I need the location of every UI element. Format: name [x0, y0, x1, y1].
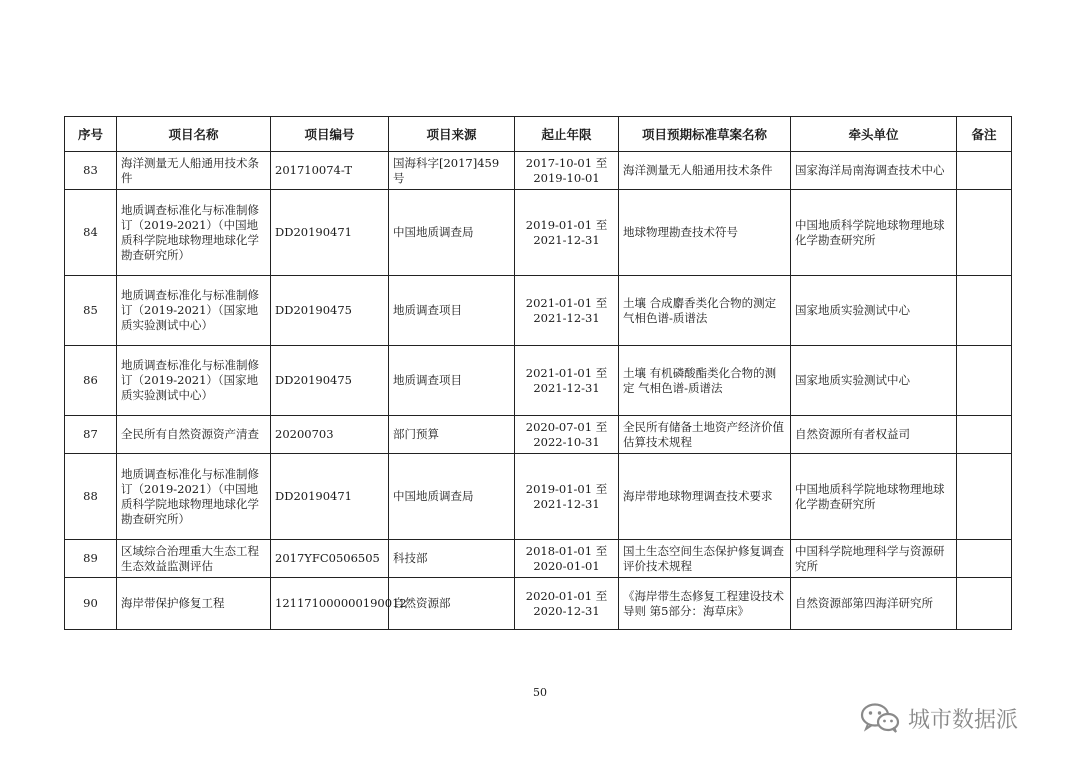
header-lead: 牵头单位: [791, 117, 957, 152]
table-row: [65, 152, 1012, 190]
header-name: 项目名称: [117, 117, 271, 152]
cell-name: 地质调查标准化与标准制修订（2019-2021）（国家地质实验测试中心）: [117, 346, 271, 416]
cell-lead: 中国地质科学院地球物理地球化学勘查研究所: [791, 190, 957, 276]
cell-standard: 海洋测量无人船通用技术条件: [619, 152, 791, 190]
cell-code: DD20190475: [271, 276, 389, 346]
cell-standard: 全民所有储备土地资产经济价值估算技术规程: [619, 416, 791, 454]
cell-lead: 国家海洋局南海调查技术中心: [791, 152, 957, 190]
cell-no: 88: [65, 454, 117, 540]
cell-period: 2021-01-01 至 2021-12-31: [515, 346, 619, 416]
cell-period: 2021-01-01 至 2021-12-31: [515, 276, 619, 346]
cell-no: 84: [65, 190, 117, 276]
cell-no: 86: [65, 346, 117, 416]
cell-source: 地质调查项目: [389, 346, 515, 416]
cell-remark: [957, 190, 1012, 276]
cell-lead: 自然资源部第四海洋研究所: [791, 578, 957, 630]
cell-source: 中国地质调查局: [389, 190, 515, 276]
cell-remark: [957, 152, 1012, 190]
cell-period: 2020-07-01 至 2022-10-31: [515, 416, 619, 454]
cell-source: 中国地质调查局: [389, 454, 515, 540]
cell-name: 地质调查标准化与标准制修订（2019-2021）（中国地质科学院地球物理地球化学勘查研究所）: [117, 454, 271, 540]
cell-lead: 中国科学院地理科学与资源研究所: [791, 540, 957, 578]
cell-standard: 海岸带地球物理调查技术要求: [619, 454, 791, 540]
cell-code: DD20190475: [271, 346, 389, 416]
cell-code: DD20190471: [271, 190, 389, 276]
cell-remark: [957, 346, 1012, 416]
cell-period: 2019-01-01 至 2021-12-31: [515, 454, 619, 540]
cell-name: 全民所有自然资源资产清查: [117, 416, 271, 454]
header-code: 项目编号: [271, 117, 389, 152]
table-row: [65, 346, 1012, 416]
cell-source: 国海科字[2017]459号: [389, 152, 515, 190]
table-row: [65, 416, 1012, 454]
cell-remark: [957, 276, 1012, 346]
cell-standard: 《海岸带生态修复工程建设技术导则 第5部分：海草床》: [619, 578, 791, 630]
cell-source: 科技部: [389, 540, 515, 578]
cell-standard: 地球物理勘查技术符号: [619, 190, 791, 276]
cell-code: DD20190471: [271, 454, 389, 540]
cell-remark: [957, 454, 1012, 540]
header-no: 序号: [65, 117, 117, 152]
cell-remark: [957, 416, 1012, 454]
cell-no: 89: [65, 540, 117, 578]
cell-lead: 中国地质科学院地球物理地球化学勘查研究所: [791, 454, 957, 540]
table-row: [65, 190, 1012, 276]
cell-standard: 土壤 合成麝香类化合物的测定 气相色谱-质谱法: [619, 276, 791, 346]
cell-name: 区域综合治理重大生态工程生态效益监测评估: [117, 540, 271, 578]
cell-no: 87: [65, 416, 117, 454]
cell-code: 201710074-T: [271, 152, 389, 190]
table-row: [65, 454, 1012, 540]
cell-code: 20200703: [271, 416, 389, 454]
header-remark: 备注: [957, 117, 1012, 152]
cell-standard: 土壤 有机磷酸酯类化合物的测定 气相色谱-质谱法: [619, 346, 791, 416]
cell-lead: 国家地质实验测试中心: [791, 346, 957, 416]
header-period: 起止年限: [515, 117, 619, 152]
table-row: [65, 540, 1012, 578]
cell-period: 2018-01-01 至 2020-01-01: [515, 540, 619, 578]
cell-lead: 自然资源所有者权益司: [791, 416, 957, 454]
cell-period: 2019-01-01 至 2021-12-31: [515, 190, 619, 276]
cell-code: 2017YFC0506505: [271, 540, 389, 578]
cell-name: 地质调查标准化与标准制修订（2019-2021）（中国地质科学院地球物理地球化学勘查研究所）: [117, 190, 271, 276]
cell-period: 2020-01-01 至 2020-12-31: [515, 578, 619, 630]
wechat-icon: [860, 702, 900, 734]
cell-no: 83: [65, 152, 117, 190]
cell-lead: 国家地质实验测试中心: [791, 276, 957, 346]
project-table: [64, 116, 1012, 630]
table-header-row: [65, 117, 1012, 152]
cell-source: 地质调查项目: [389, 276, 515, 346]
watermark: [860, 698, 1018, 738]
cell-no: 85: [65, 276, 117, 346]
cell-remark: [957, 578, 1012, 630]
table-row: [65, 578, 1012, 630]
header-standard: 项目预期标准草案名称: [619, 117, 791, 152]
page-number: 50: [533, 686, 547, 699]
cell-no: 90: [65, 578, 117, 630]
cell-source: 部门预算: [389, 416, 515, 454]
cell-code: 121171000000190012: [271, 578, 389, 630]
cell-name: 海洋测量无人船通用技术条件: [117, 152, 271, 190]
cell-source: 自然资源部: [389, 578, 515, 630]
cell-period: 2017-10-01 至 2019-10-01: [515, 152, 619, 190]
cell-name: 地质调查标准化与标准制修订（2019-2021）（国家地质实验测试中心）: [117, 276, 271, 346]
cell-standard: 国土生态空间生态保护修复调查评价技术规程: [619, 540, 791, 578]
cell-name: 海岸带保护修复工程: [117, 578, 271, 630]
cell-remark: [957, 540, 1012, 578]
table-row: [65, 276, 1012, 346]
header-source: 项目来源: [389, 117, 515, 152]
watermark-text: 城市数据派: [908, 707, 1019, 733]
